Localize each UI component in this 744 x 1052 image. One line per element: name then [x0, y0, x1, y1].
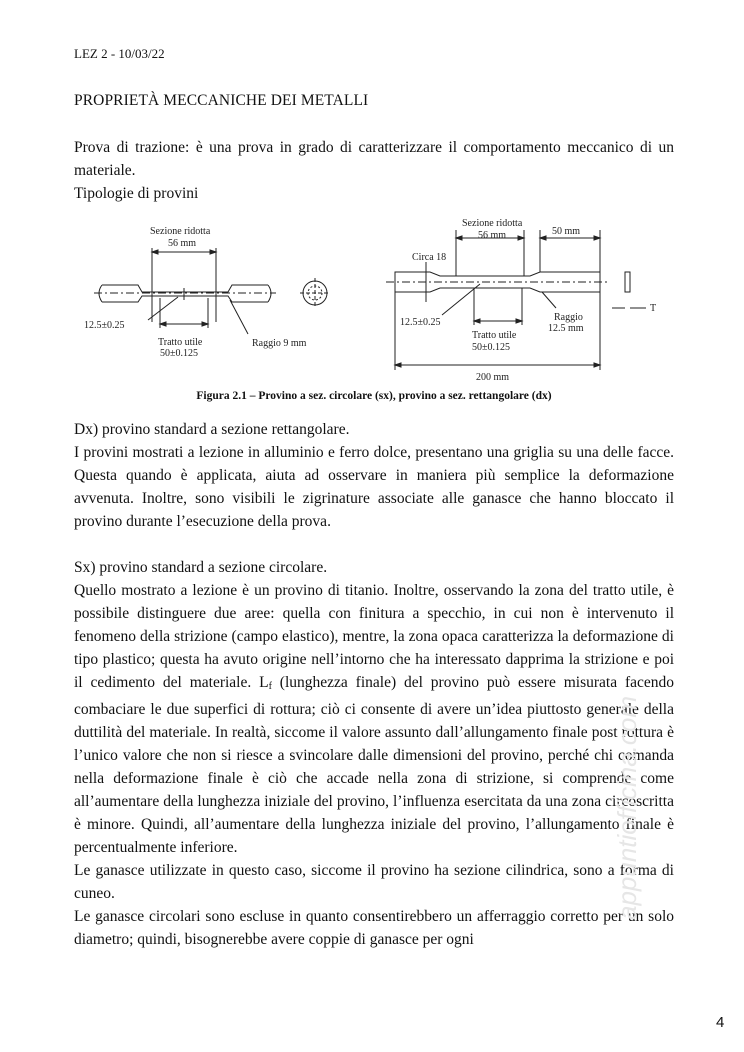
- sx-body-part1: Quello mostrato a lezione è un provino di titanio. Inoltre, osservando la zona del tratto utile, è possibile distinguere due aree: quella con finitura a specchio, in cui non è intervenuto il fenomeno della strizione (campo elastico), mentre, la zona opaca caratterizza la deformazione di tipo plastico; questa ha avuto origine nell’intorno che ha interessato dapprima la strizione e poi il cedimento del materiale. L: [74, 582, 674, 691]
- right-tratto-value: 50±0.125: [472, 342, 510, 353]
- watermark: appuntiofficina.com: [612, 695, 642, 920]
- sx-body-part2: (lunghezza finale) del provino può essere misurata facendo combaciare le due superfici di rottura; ciò ci consente di avere un’idea piuttosto generale della duttilità del materiale. In realtà, siccome il valore assunto dall’allungamento finale post rottura è l’unico valore che non si riesce a svincolare dalle dimensioni del provino, perché chi comanda nella deformazione finale è ciò che accade nella zona di strizione, si comprende come all’aumentare della lunghezza iniziale del provino, l’influenza esercitata da una zona circoscritta è minore. Quindi, all’aumentare della lunghezza iniziale del provino, l’allungamento finale è percentualmente inferiore.: [74, 674, 675, 856]
- right-width-label: 12.5±0.25: [400, 317, 441, 328]
- right-circa-label: Circa 18: [412, 252, 447, 263]
- right-sezione-label: Sezione ridotta: [462, 218, 523, 229]
- sx-body-subscript: f: [268, 681, 272, 692]
- figure-caption: Figura 2.1 – Provino a sez. circolare (sx), provino a sez. rettangolare (dx): [196, 390, 552, 402]
- lesson-header: LEZ 2 - 10/03/22: [74, 46, 165, 61]
- right-tratto-label: Tratto utile: [472, 330, 517, 341]
- left-tratto-label: Tratto utile: [158, 337, 203, 348]
- right-raggio-value: 12.5 mm: [548, 323, 584, 334]
- left-raggio-label: Raggio 9 mm: [252, 338, 307, 349]
- dx-heading: Dx) provino standard a sezione rettangolare.: [74, 421, 350, 438]
- left-diameter-label: 12.5±0.25: [84, 320, 125, 331]
- right-thickness-label: T: [650, 303, 657, 314]
- right-length-50-label: 50 mm: [552, 226, 581, 237]
- specimen-figure: [84, 210, 670, 385]
- rectangular-specimen-drawing: [386, 230, 646, 370]
- intro-paragraph: Prova di trazione: è una prova in grado di caratterizzare il comportamento meccanico di un materiale.: [74, 139, 674, 179]
- left-tratto-value: 50±0.125: [160, 348, 198, 359]
- dx-paragraph: I provini mostrati a lezione in alluminio e ferro dolce, presentano una griglia su una delle facce. Questa quando è applicata, aiuta ad osservare in maniera più semplice la deformazione avvenuta. Inoltre, sono visibili le zigrinature associate alle ganasce che hanno bloccato il provino durante l’esecuzione della prova.: [74, 444, 674, 530]
- left-sezione-value: 56 mm: [168, 238, 197, 249]
- sx-circolari-text: Le ganasce circolari sono escluse in quanto consentirebbero un afferraggio corretto per un solo diametro; quindi, bisognerebbe avere coppie di ganasce per ogni: [74, 908, 674, 948]
- sx-ganasce-text: Le ganasce utilizzate in questo caso, siccome il provino ha sezione cilindrica, sono a forma di cuneo.: [74, 862, 674, 902]
- circular-specimen-drawing: [94, 248, 330, 334]
- page-title: PROPRIETÀ MECCANICHE DEI METALLI: [74, 92, 369, 109]
- sx-heading: Sx) provino standard a sezione circolare.: [74, 559, 328, 576]
- intro-subheading: Tipologie di provini: [74, 185, 199, 202]
- right-total-length-label: 200 mm: [476, 372, 510, 383]
- left-sezione-label: Sezione ridotta: [150, 226, 211, 237]
- right-raggio-label: Raggio: [554, 312, 583, 323]
- sx-paragraph: [74, 579, 674, 951]
- right-sezione-value: 56 mm: [478, 230, 507, 241]
- page-number: 4: [716, 1014, 725, 1031]
